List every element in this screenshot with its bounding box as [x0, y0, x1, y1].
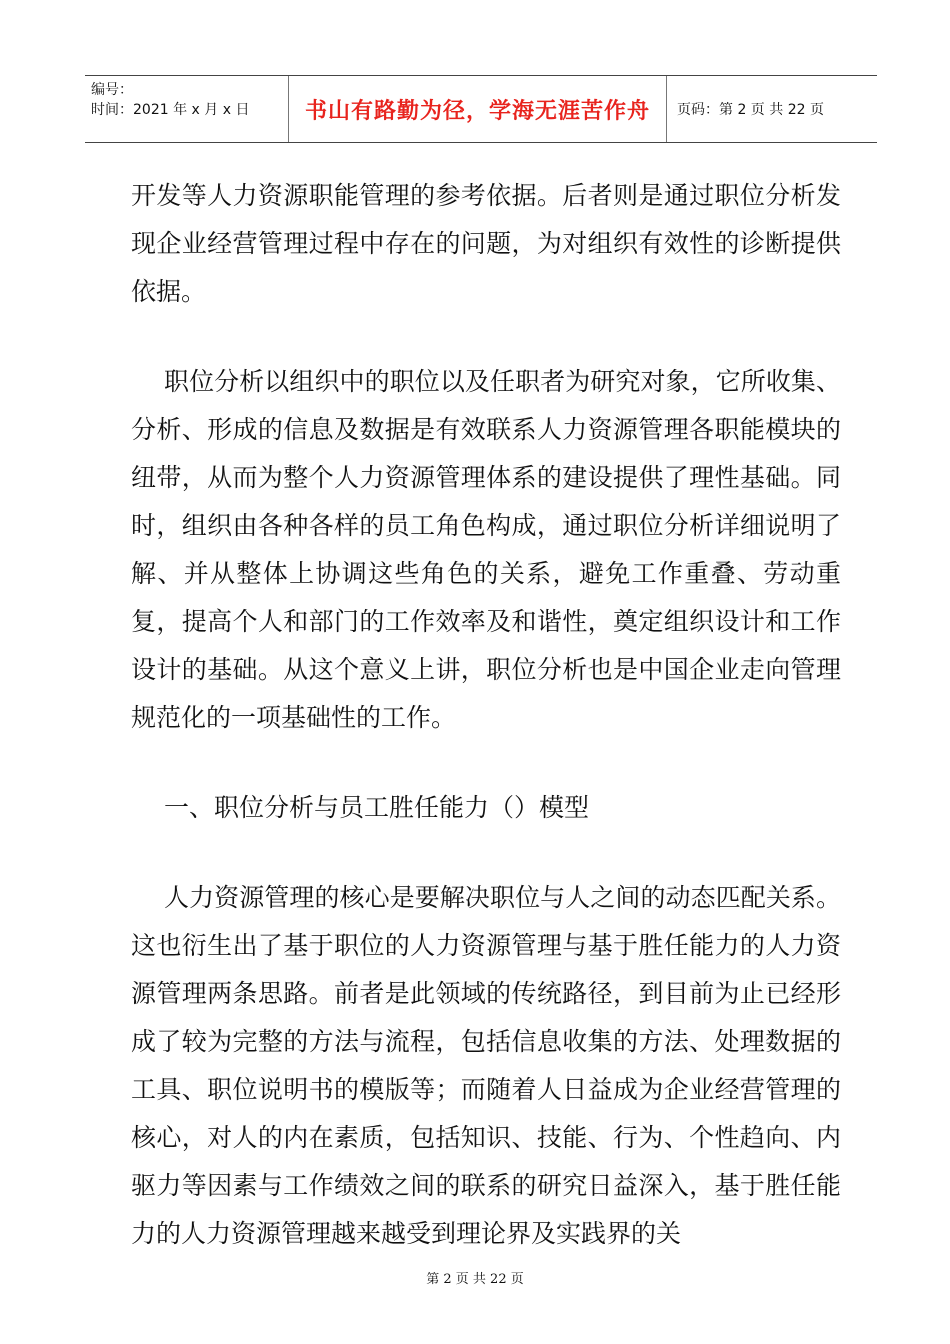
header-meta [85, 76, 289, 142]
paragraph-3: 人力资源管理的核心是要解决职位与人之间的动态匹配关系。这也衍生出了基于职位的人力资源管理与基于胜任能力的人力资源管理两条思路。前者是此领域的传统路径，到目前为止已经形成了较为完整的方法与流程，包括信息收集的方法、处理数据的工具、职位说明书的模版等；而随着人日益成为企业经营管理的核心，对人的内在素质，包括知识、技能、行为、个性趋向、内驱力等因素与工作绩效之间的联系的研究日益深入，基于胜任能力的人力资源管理越来越受到理论界及实践界的关 [131, 883, 841, 1248]
paragraph-1: 开发等人力资源职能管理的参考依据。后者则是通过职位分析发现企业经营管理过程中存在的问题，为对组织有效性的诊断提供依据。 [131, 181, 841, 306]
header-motto: 书山有路勤为径，学海无涯苦作舟 [289, 76, 667, 142]
section-heading: 一、职位分析与员工胜任能力（）模型 [164, 793, 590, 822]
paragraph-2: 职位分析以组织中的职位以及任职者为研究对象，它所收集、分析、形成的信息及数据是有效联系人力资源管理各职能模块的纽带，从而为整个人力资源管理体系的建设提供了理性基础。同时，组织由各种各样的员工角色构成，通过职位分析详细说明了解、并从整体上协调这些角色的关系，避免工作重叠、劳动重复，提高个人和部门的工作效率及和谐性，奠定组织设计和工作设计的基础。从这个意义上讲，职位分析也是中国企业走向管理规范化的一项基础性的工作。 [131, 367, 841, 732]
page-header [85, 75, 877, 143]
page-footer: 第 2 页 共 22 页 [426, 1272, 524, 1287]
document-time-label: 时间：2021 年 x 月 x 日 [91, 102, 250, 118]
header-page-number: 页码：第 2 页 共 22 页 [677, 102, 824, 118]
document-number-label: 编号： [91, 82, 133, 98]
document-body [131, 172, 841, 1258]
